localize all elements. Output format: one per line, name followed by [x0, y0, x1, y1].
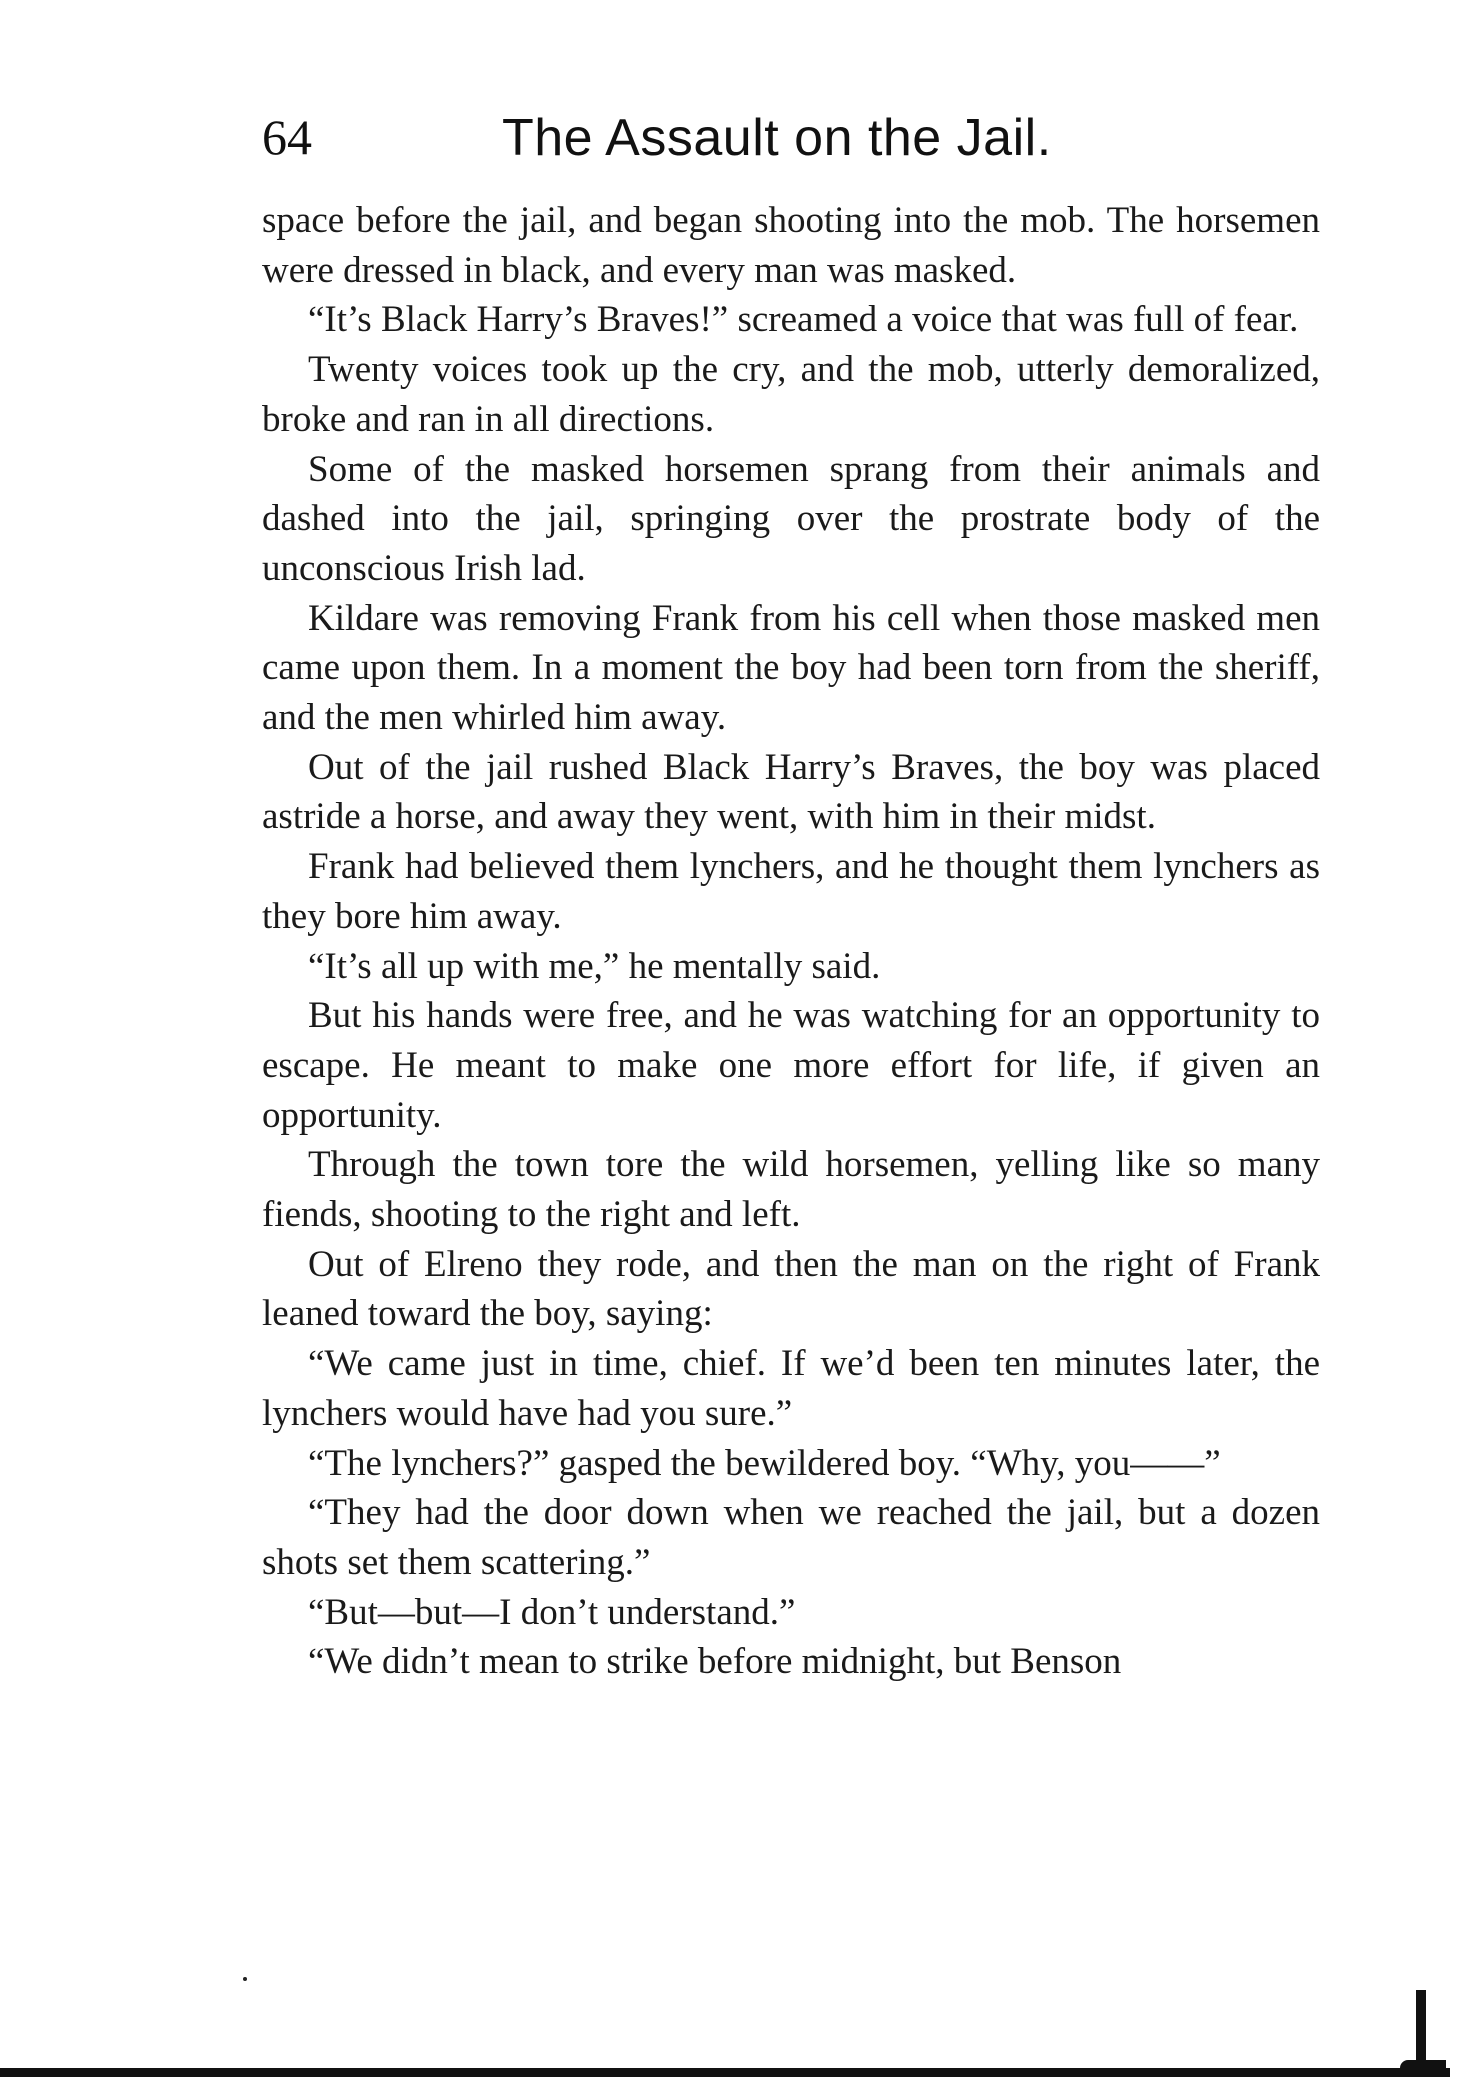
paragraph: space before the jail, and began shooting into the mob. The horsemen were dressed in black, and every man was masked. [262, 200, 1320, 291]
body-text [262, 196, 1320, 1687]
paragraph: Kildare was removing Frank from his cell when those masked men came upon them. In a moment the boy had been torn from the sheriff, and the men whirled him away. [262, 597, 1320, 739]
paragraph: “We came just in time, chief. If we’d been ten minutes later, the lynchers would have had you sure.” [262, 1343, 1320, 1434]
paragraph: “It’s Black Harry’s Braves!” screamed a voice that was full of fear. [308, 299, 1299, 341]
paragraph: Twenty voices took up the cry, and the mob, utterly demoralized, broke and ran in all directions. [262, 349, 1320, 440]
ink-speck [243, 1977, 247, 1981]
paragraph: “They had the door down when we reached the jail, but a dozen shots set them scattering.” [262, 1492, 1320, 1583]
paragraph: “The lynchers?” gasped the bewildered boy. “Why, you——” [308, 1442, 1221, 1484]
paragraph: Some of the masked horsemen sprang from their animals and dashed into the jail, springing over the prostrate body of the unconscious Irish lad. [262, 448, 1320, 589]
paragraph: Frank had believed them lynchers, and he thought them lynchers as they bore him away. [262, 846, 1320, 937]
bottom-rule [0, 2068, 1450, 2077]
page-header [262, 108, 1312, 178]
running-head: The Assault on the Jail. [502, 109, 1052, 167]
paragraph: “It’s all up with me,” he mentally said. [308, 945, 881, 987]
paragraph: But his hands were free, and he was watching for an opportunity to escape. He meant to make one more effort for life, if given an opportunity. [262, 995, 1320, 1136]
paragraph: “But—but—I don’t understand.” [308, 1591, 796, 1633]
paragraph: Through the town tore the wild horsemen, yelling like so many fiends, shooting to the right and left. [262, 1144, 1320, 1236]
paragraph: “We didn’t mean to strike before midnight, but Benson [308, 1641, 1122, 1683]
paragraph: Out of Elreno they rode, and then the man on the right of Frank leaned toward the boy, saying: [262, 1243, 1320, 1335]
paragraph: Out of the jail rushed Black Harry’s Braves, the boy was placed astride a horse, and away they went, with him in their midst. [262, 746, 1320, 838]
page-number: 64 [262, 109, 312, 165]
